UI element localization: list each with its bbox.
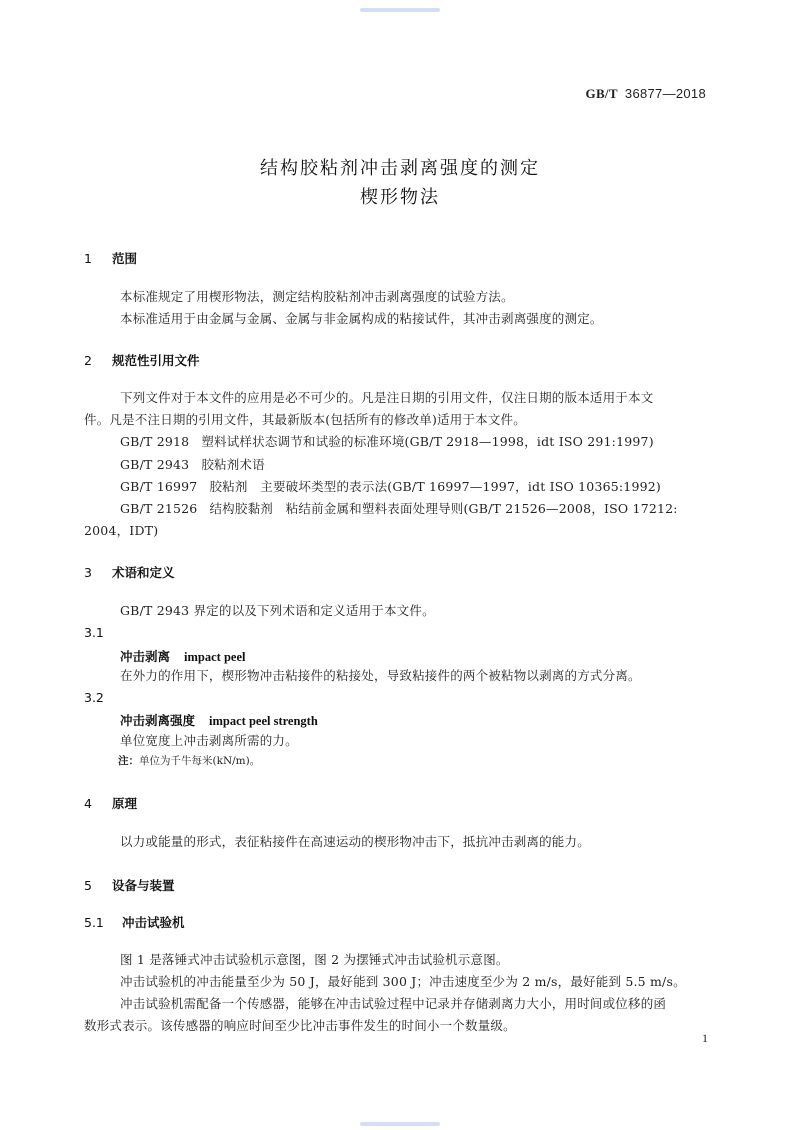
watermark-bottom (0, 1118, 800, 1130)
section-number: 4 (84, 796, 92, 811)
paragraph: GB/T 2943 界定的以及下列术语和定义适用于本文件。 (120, 603, 435, 618)
section-number: 3 (84, 565, 92, 580)
section-5-heading (84, 876, 175, 894)
page-number: 1 (702, 1031, 708, 1045)
reference-title: 胶粘剂术语 (201, 457, 265, 472)
term-number: 3.2 (84, 690, 104, 705)
reference-item (120, 432, 654, 452)
section-title: 范围 (112, 251, 138, 266)
reference-code: GB/T 2943 (120, 457, 190, 472)
watermark-top (0, 4, 800, 16)
term-number: 3.1 (84, 625, 104, 640)
reference-code: GB/T 16997 (120, 479, 198, 494)
term-definition: 在外力的作用下，楔形物冲击粘接件的粘接处，导致粘接件的两个被粘物以剥离的方式分离。 (120, 668, 641, 683)
reference-item (120, 477, 661, 497)
section-2-heading (84, 351, 200, 369)
section-1-heading (84, 249, 137, 267)
section-number: 1 (84, 251, 92, 266)
standard-code (586, 86, 706, 102)
section-title: 术语和定义 (112, 565, 175, 580)
reference-code: GB/T 21526 (120, 501, 198, 516)
reference-continuation: 2004，IDT) (84, 523, 159, 538)
term-definition: 单位宽度上冲击剥离所需的力。 (120, 733, 298, 748)
section-number: 2 (84, 353, 92, 368)
reference-title: 塑料试样状态调节和试验的标准环境(GB/T 2918—1998，idt ISO 291:1997) (201, 434, 654, 449)
paragraph: 数形式表示。该传感器的响应时间至少比冲击事件发生的时间小一个数量级。 (84, 1018, 516, 1033)
reference-item (120, 499, 678, 519)
term-heading (120, 711, 318, 729)
section-4-heading (84, 794, 137, 812)
term-en: impact peel (184, 650, 246, 664)
paragraph: 冲击试验机需配备一个传感器，能够在冲击试验过程中记录并存储剥离力大小，用时间或位移的函 (120, 996, 667, 1011)
section-5-1-heading (84, 913, 185, 931)
section-title: 原理 (112, 796, 138, 811)
section-3-heading (84, 563, 175, 581)
section-title: 设备与装置 (112, 878, 175, 893)
term-en: impact peel strength (209, 714, 318, 728)
document-title: 结构胶粘剂冲击剥离强度的测定 (260, 158, 540, 179)
term-zh: 冲击剥离 (120, 649, 171, 664)
paragraph: 本标准适用于由金属与金属、金属与非金属构成的粘接试件，其冲击剥离强度的测定。 (120, 311, 603, 326)
paragraph: 件。凡是不注日期的引用文件，其最新版本(包括所有的修改单)适用于本文件。 (84, 412, 526, 427)
note-label: 注： (118, 755, 139, 767)
section-number: 5.1 (84, 915, 104, 930)
standard-number: 36877—2018 (624, 86, 706, 101)
section-title: 规范性引用文件 (112, 353, 200, 368)
paragraph: 图 1 是落锤式冲击试验机示意图，图 2 为摆锤式冲击试验机示意图。 (120, 952, 509, 967)
paragraph: 本标准规定了用楔形物法，测定结构胶粘剂冲击剥离强度的试验方法。 (120, 289, 514, 304)
section-number: 5 (84, 878, 92, 893)
reference-item (120, 455, 265, 475)
term-note (118, 753, 260, 768)
term-heading (120, 647, 245, 665)
term-zh: 冲击剥离强度 (120, 713, 196, 728)
reference-title: 结构胶黏剂 粘结前金属和塑料表面处理导则(GB/T 21526—2008，ISO 17212: (209, 501, 678, 516)
paragraph: 下列文件对于本文件的应用是必不可少的。凡是注日期的引用文件，仅注日期的版本适用于本文 (120, 390, 654, 405)
paragraph: 以力或能量的形式，表征粘接件在高速运动的楔形物冲击下，抵抗冲击剥离的能力。 (120, 834, 590, 849)
paragraph: 冲击试验机的冲击能量至少为 50 J，最好能到 300 J；冲击速度至少为 2 m/s，最好能到 5.5 m/s。 (120, 974, 686, 989)
document-subtitle: 楔形物法 (360, 187, 440, 208)
standard-prefix: GB/T (585, 86, 618, 101)
note-text: 单位为千牛每米(kN/m)。 (139, 755, 261, 767)
section-title: 冲击试验机 (122, 915, 185, 930)
reference-title: 胶粘剂 主要破坏类型的表示法(GB/T 16997—1997，idt ISO 10365:1992) (209, 479, 661, 494)
reference-code: GB/T 2918 (120, 434, 190, 449)
